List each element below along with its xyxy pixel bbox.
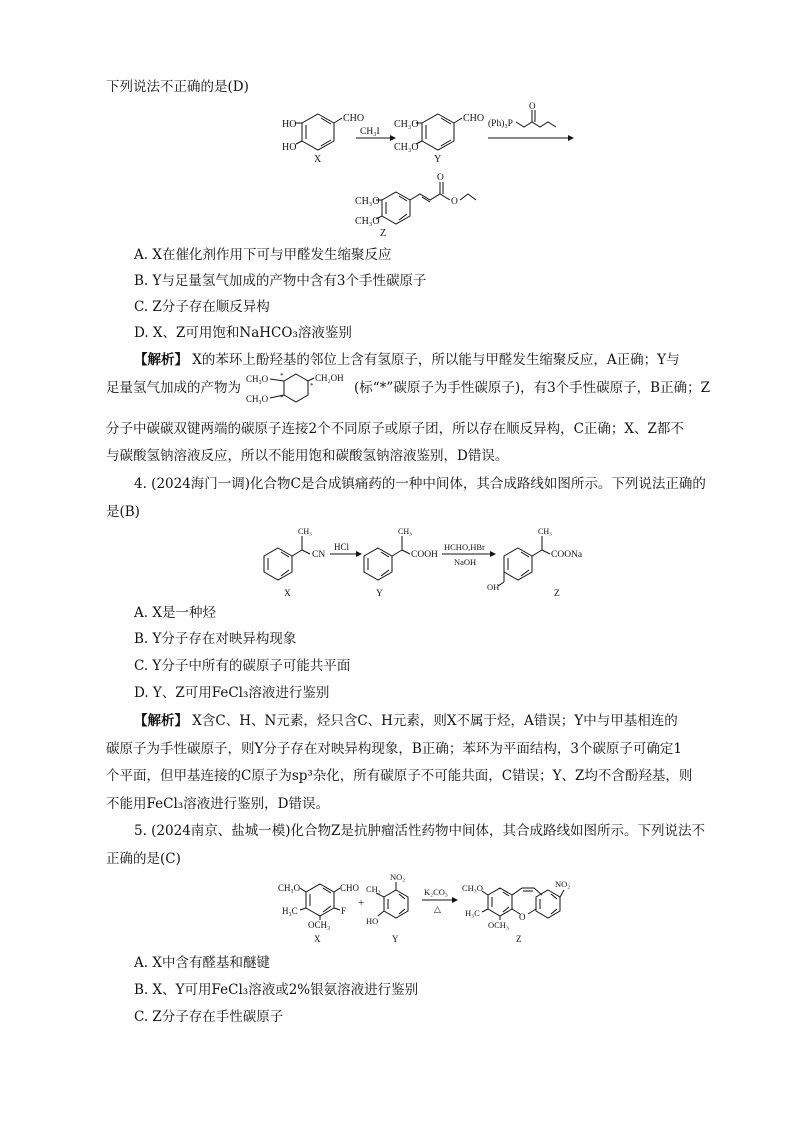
- svg-text:CH₃O: CH₃O: [394, 142, 419, 153]
- q5-option-c: C. Z分子存在手性碳原子: [134, 1009, 284, 1025]
- q5-option-a: A. X中含有醛基和醚键: [134, 955, 270, 971]
- svg-text:OCH₃: OCH₃: [488, 920, 509, 930]
- q4-stem-l1: 4. (2024海门一调)化合物C是合成镇痛药的一种中间体，其合成路线如图所示。下列说法正确的: [134, 476, 706, 492]
- q4-reaction-scheme: [258, 524, 598, 600]
- svg-text:F: F: [341, 906, 347, 916]
- svg-text:OH: OH: [487, 582, 500, 592]
- q5-arrow-reagent-bottom: △: [434, 904, 441, 914]
- svg-text:CH₃O: CH₃O: [355, 196, 380, 207]
- q4-analysis-l4: 不能用FeCl₃溶液进行鉴别，D错误。: [106, 796, 330, 812]
- q5-z-label: Z: [516, 934, 522, 944]
- svg-text:COONa: COONa: [551, 550, 583, 560]
- q4-option-a: A. X是一种烃: [134, 605, 216, 621]
- svg-text:*: *: [280, 372, 284, 380]
- q3-compound-x: [282, 113, 364, 165]
- svg-text:CN: CN: [312, 550, 326, 560]
- q4-z-label: Z: [554, 589, 560, 599]
- q5-compound-z: [462, 879, 570, 944]
- q3-option-a: A. X在催化剂作用下可与甲醛发生缩聚反应: [134, 247, 392, 263]
- svg-text:OCH₃: OCH₃: [308, 920, 331, 930]
- q3-compound-y: [394, 113, 484, 165]
- q3-analysis-l4: 与碳酸氢钠溶液反应，所以不能用饱和碳酸氢钠溶液鉴别，D错误。: [106, 448, 509, 464]
- svg-text:O: O: [451, 197, 458, 207]
- q3-option-b: B. Y与足量氢气加成的产物中含有3个手性碳原子: [134, 273, 427, 289]
- q5-option-b: B. X、Y可用FeCl₃溶液或2%银氨溶液进行鉴别: [134, 982, 419, 998]
- q4-compound-z: [487, 527, 583, 599]
- svg-text:*: *: [310, 382, 314, 390]
- q4-arrow2-reagent-top: HCHO,HBr: [444, 542, 485, 552]
- svg-text:NO₂: NO₂: [555, 879, 571, 889]
- svg-text:NO₂: NO₂: [390, 872, 406, 882]
- q3-compound-z: [355, 173, 476, 239]
- q4-arrow1-reagent: HCl: [334, 542, 350, 552]
- q3-analysis-l1: 【解析】 X的苯环上酚羟基的邻位上含有氢原子，所以能与甲醛发生缩聚反应，A正确；Y与: [134, 352, 680, 368]
- svg-text:CH₃O: CH₃O: [246, 394, 269, 404]
- q3-x-cho: CHO: [343, 113, 365, 124]
- q3-analysis-l2: 足量氢气加成的产物为: [106, 380, 241, 396]
- svg-text:CH₃O: CH₃O: [355, 216, 380, 227]
- q3-x-label: X: [314, 154, 322, 165]
- svg-text:CH₃: CH₃: [538, 527, 552, 536]
- svg-text:CH₃: CH₃: [298, 527, 312, 536]
- svg-text:*: *: [280, 394, 284, 402]
- q4-compound-y: [364, 527, 438, 599]
- q3-option-c: C. Z分子存在顺反异构: [134, 299, 270, 315]
- q5-compound-x: [278, 883, 360, 944]
- q5-plus: +: [358, 897, 365, 909]
- q3-analysis-l3: 分子中碳碳双键两端的碳原子连接2个不同原子或原子团，所以存在顺反异构，C正确；X、Z都不: [106, 421, 684, 437]
- q4-stem-l2: 是(B): [106, 504, 140, 520]
- q5-x-label: X: [314, 934, 321, 944]
- q4-x-label: X: [284, 589, 291, 599]
- q4-option-d: D. Y、Z可用FeCl₃溶液进行鉴别: [134, 685, 330, 701]
- svg-text:CH₃O: CH₃O: [462, 883, 483, 893]
- q3-arrow2-reagent: (Ph)₃P: [488, 119, 513, 129]
- svg-text:HO: HO: [366, 916, 379, 926]
- q3-arrow1-reagent: CH₃I: [360, 127, 380, 137]
- q3-analysis-tag: 【解析】: [134, 352, 188, 368]
- q3-option-d: D. X、Z可用饱和NaHCO₃溶液鉴别: [134, 325, 352, 341]
- svg-text:CH₃O: CH₃O: [246, 374, 269, 384]
- q3-analysis-l2b: (标“*”碳原子为手性碳原子)，有3个手性碳原子，B正确；Z: [354, 380, 710, 396]
- q5-reaction-scheme: [272, 870, 572, 950]
- q5-y-label: Y: [392, 934, 399, 944]
- q4-option-b: B. Y分子存在对映异构现象: [134, 631, 297, 647]
- svg-text:O: O: [529, 101, 536, 111]
- q3-inline-structure: [244, 368, 354, 410]
- q4-analysis-l3: 个平面，但甲基连接的C原子为sp³杂化，所有碳原子不可能共面，C错误；Y、Z均不含酚羟基，则: [106, 768, 693, 784]
- q5-compound-y: [366, 872, 408, 944]
- q5-stem-l1: 5. (2024南京、盐城一模)化合物Z是抗肿瘤活性药物中间体，其合成路线如图所示。下列说法不: [134, 823, 705, 839]
- q3-y-label: Y: [434, 154, 442, 165]
- q3-reaction-scheme: [270, 100, 580, 240]
- q4-analysis-l2: 碳原子为手性碳原子，则Y分子存在对映异构现象，B正确；苯环为平面结构，3个碳原子可确定1: [106, 741, 683, 757]
- q4-compound-x: [264, 527, 325, 599]
- q3-stem: 下列说法不正确的是(D): [106, 79, 249, 95]
- svg-text:HO: HO: [282, 119, 297, 130]
- svg-text:CH₃O: CH₃O: [394, 119, 419, 130]
- q4-analysis-l1: 【解析】 X含C、H、N元素，烃只含C、H元素，则X不属于烃，A错误；Y中与甲基相连的: [134, 713, 678, 729]
- q5-arrow-reagent-top: K₂CO₃: [424, 887, 448, 897]
- svg-text:O: O: [519, 912, 526, 922]
- svg-text:H₃C: H₃C: [465, 908, 480, 918]
- svg-text:CHO: CHO: [463, 113, 485, 124]
- q4-option-c: C. Y分子中所有的碳原子可能共平面: [134, 658, 351, 674]
- q4-arrow2-reagent-bottom: NaOH: [454, 557, 477, 567]
- svg-text:CH₃: CH₃: [366, 884, 381, 894]
- q5-stem-l2: 正确的是(C): [106, 851, 181, 867]
- svg-text:COOH: COOH: [411, 550, 438, 560]
- q3-z-label: Z: [380, 228, 387, 239]
- svg-text:CHO: CHO: [340, 883, 360, 893]
- svg-text:H₃C: H₃C: [282, 906, 298, 916]
- svg-text:CH₂OH: CH₂OH: [315, 373, 344, 383]
- svg-text:CH₃: CH₃: [398, 527, 412, 536]
- q4-y-label: Y: [376, 589, 383, 599]
- svg-text:O: O: [437, 173, 444, 183]
- svg-text:CH₃O: CH₃O: [278, 883, 301, 893]
- svg-text:HO: HO: [282, 142, 297, 153]
